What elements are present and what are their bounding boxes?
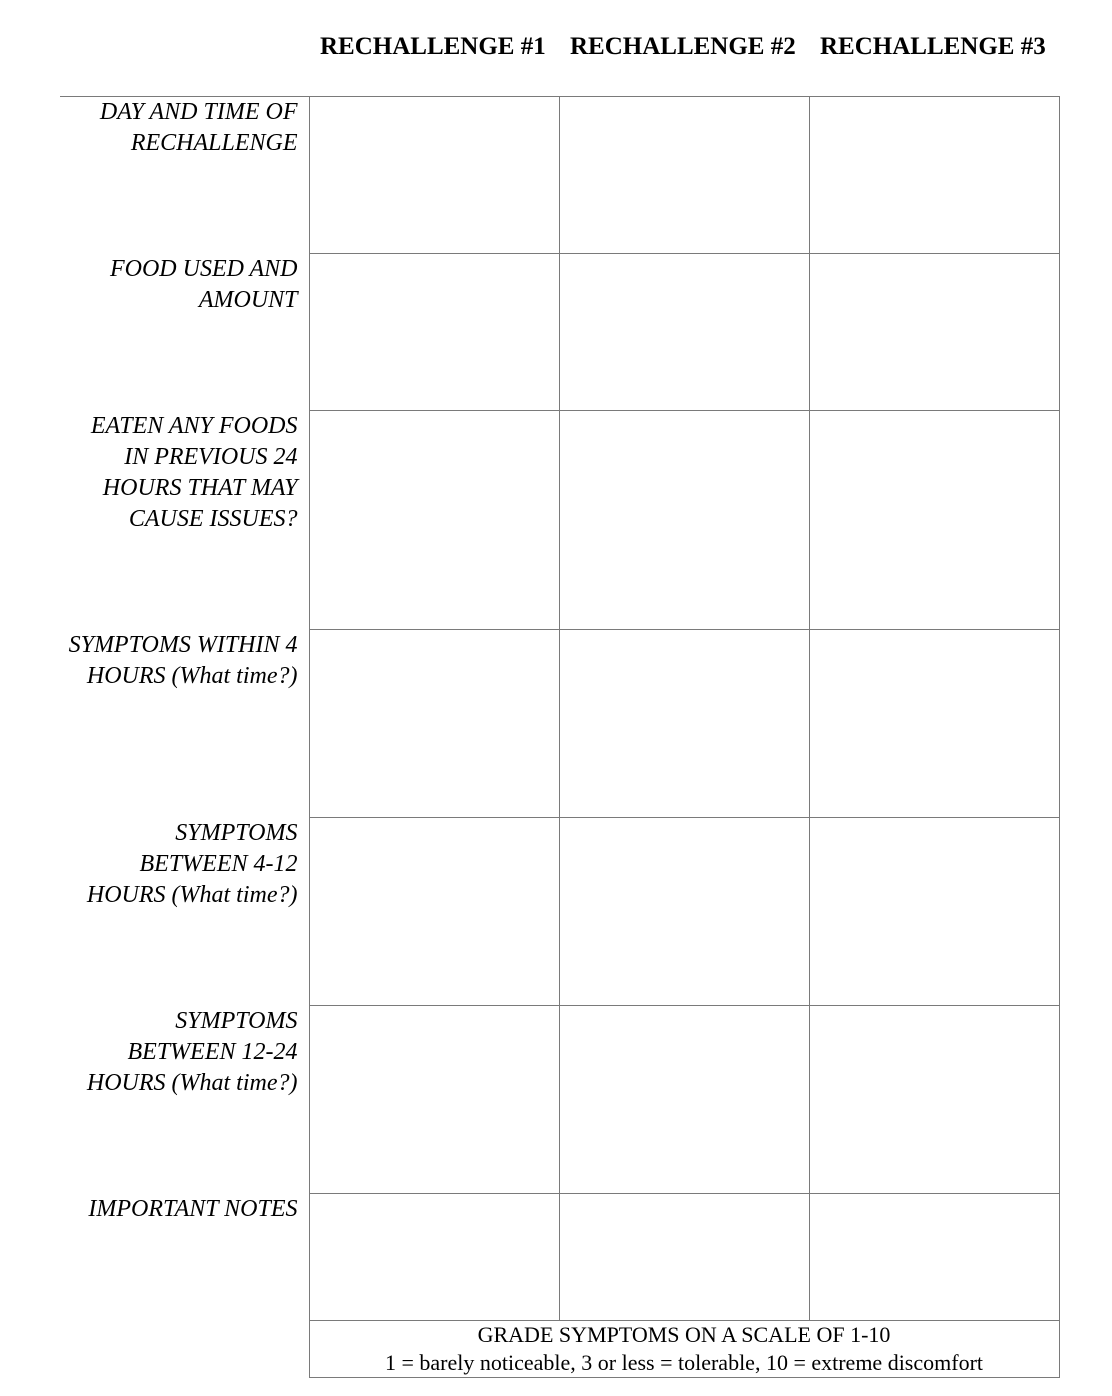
entry-day-and-time-rechallenge-1[interactable] — [309, 97, 559, 254]
row-label-previous-foods: EATEN ANY FOODS IN PREVIOUS 24 HOURS THAT MAY CAUSE ISSUES? — [90, 412, 298, 532]
entry-symptoms-4h-rechallenge-1[interactable] — [309, 630, 559, 818]
entry-important-notes-rechallenge-1[interactable] — [309, 1194, 559, 1321]
column-header-rechallenge-2: RECHALLENGE #2 — [559, 31, 809, 97]
row-label-day-and-time: DAY AND TIME OF RECHALLENGE — [99, 99, 298, 156]
row-label-food-used: FOOD USED AND AMOUNT — [109, 255, 298, 313]
entry-symptoms-4h-rechallenge-2[interactable] — [559, 630, 809, 818]
row-scale-note — [60, 1321, 1059, 1378]
row-previous-foods — [60, 411, 1059, 630]
row-symptoms-12-24h — [60, 1006, 1059, 1194]
header-corner — [60, 31, 309, 97]
row-symptoms-4h — [60, 630, 1059, 818]
column-header-rechallenge-1: RECHALLENGE #1 — [309, 31, 559, 97]
scale-note-spacer — [60, 1321, 309, 1378]
symptom-grading-title: GRADE SYMPTOMS ON A SCALE OF 1-10 — [477, 1322, 891, 1347]
symptom-grading-legend: 1 = barely noticeable, 3 or less = tolerable, 10 = extreme discomfort — [384, 1350, 984, 1375]
entry-day-and-time-rechallenge-2[interactable] — [559, 97, 809, 254]
symptom-grading-note — [309, 1321, 1059, 1378]
entry-symptoms-12-24h-rechallenge-2[interactable] — [559, 1006, 809, 1194]
row-symptoms-4-12h — [60, 818, 1059, 1006]
entry-important-notes-rechallenge-2[interactable] — [559, 1194, 809, 1321]
entry-previous-foods-rechallenge-2[interactable] — [559, 411, 809, 630]
row-label-symptoms-12-24h: SYMPTOMS BETWEEN 12-24 HOURS (What time?) — [86, 1007, 298, 1096]
entry-food-used-rechallenge-1[interactable] — [309, 254, 559, 411]
row-label-symptoms-4-12h: SYMPTOMS BETWEEN 4-12 HOURS (What time?) — [86, 819, 298, 908]
entry-food-used-rechallenge-2[interactable] — [559, 254, 809, 411]
entry-symptoms-12-24h-rechallenge-3[interactable] — [809, 1006, 1059, 1194]
entry-day-and-time-rechallenge-3[interactable] — [809, 97, 1059, 254]
entry-symptoms-4-12h-rechallenge-1[interactable] — [309, 818, 559, 1006]
entry-symptoms-4h-rechallenge-3[interactable] — [809, 630, 1059, 818]
row-food-used — [60, 254, 1059, 411]
row-label-important-notes: IMPORTANT NOTES — [88, 1195, 298, 1222]
entry-symptoms-4-12h-rechallenge-2[interactable] — [559, 818, 809, 1006]
column-header-rechallenge-3: RECHALLENGE #3 — [809, 31, 1059, 97]
entry-previous-foods-rechallenge-3[interactable] — [809, 411, 1059, 630]
rechallenge-log-table — [60, 31, 1060, 1378]
row-important-notes — [60, 1194, 1059, 1321]
entry-food-used-rechallenge-3[interactable] — [809, 254, 1059, 411]
row-day-and-time — [60, 97, 1059, 254]
entry-important-notes-rechallenge-3[interactable] — [809, 1194, 1059, 1321]
row-label-symptoms-4h: SYMPTOMS WITHIN 4 HOURS (What time?) — [68, 631, 298, 689]
entry-symptoms-4-12h-rechallenge-3[interactable] — [809, 818, 1059, 1006]
entry-symptoms-12-24h-rechallenge-1[interactable] — [309, 1006, 559, 1194]
header-row — [60, 31, 1059, 97]
entry-previous-foods-rechallenge-1[interactable] — [309, 411, 559, 630]
